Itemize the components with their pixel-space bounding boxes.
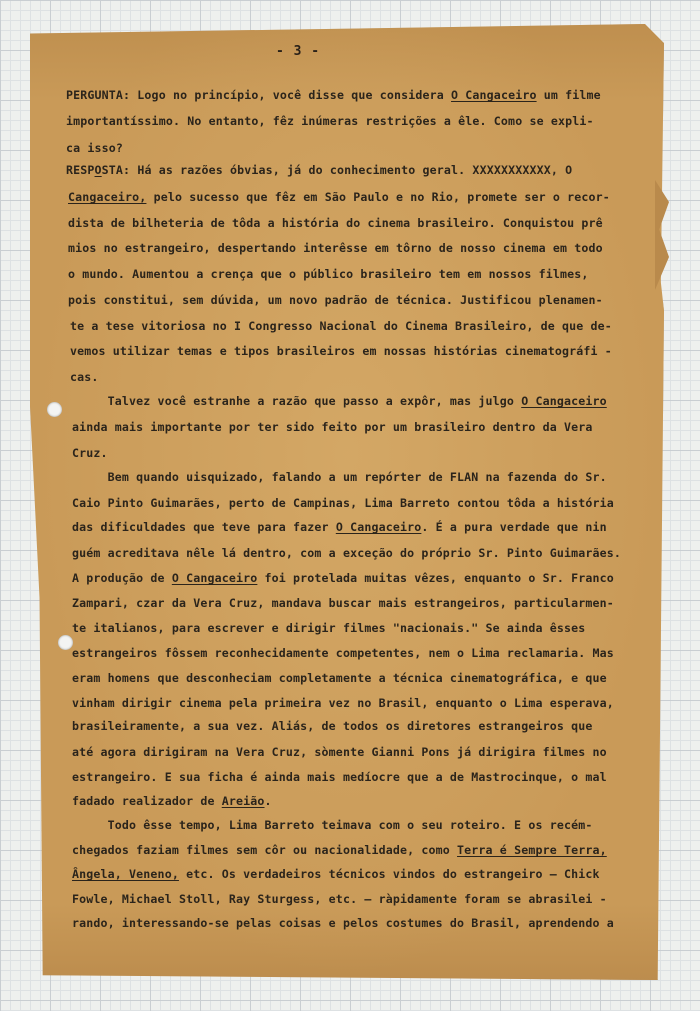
text-line: Cangaceiro, pelo sucesso que fêz em São Paulo e no Rio, promete ser o recor- bbox=[68, 190, 610, 204]
text-line: Talvez você estranhe a razão que passo a expôr, mas julgo O Cangaceiro bbox=[72, 394, 607, 408]
text-line: PERGUNTA: Logo no princípio, você disse que considera O Cangaceiro um filme bbox=[66, 88, 601, 102]
torn-edge bbox=[655, 180, 669, 290]
text-line: Zampari, czar da Vera Cruz, mandava buscar mais estrangeiros, particularmen- bbox=[72, 596, 614, 610]
text-line: cas. bbox=[70, 370, 99, 384]
underlined-title: O Cangaceiro bbox=[171, 571, 258, 585]
text-line: até agora dirigiram na Vera Cruz, sòmente Gianni Pons já dirigira filmes no bbox=[72, 745, 607, 759]
text-line: vinham dirigir cinema pela primeira vez no Brasil, enquanto o Lima esperava, bbox=[72, 696, 614, 710]
text-line: estrangeiros fôssem reconhecidamente competentes, nem o Lima reclamaria. Mas bbox=[72, 646, 614, 660]
text-line: fadado realizador de Areião. bbox=[72, 794, 272, 808]
text-line: A produção de O Cangaceiro foi protelada muitas vêzes, enquanto o Sr. Franco bbox=[72, 571, 614, 585]
text-line: o mundo. Aumentou a crença que o público brasileiro tem em nossos filmes, bbox=[68, 267, 589, 281]
underlined-title: O Cangaceiro bbox=[335, 520, 422, 534]
text-line: chegados faziam filmes sem côr ou nacionalidade, como Terra é Sempre Terra, bbox=[72, 843, 607, 857]
underlined-title: Areião bbox=[221, 794, 265, 808]
text-line: ainda mais importante por ter sido feito por um brasileiro dentro da Vera bbox=[72, 420, 593, 434]
text-line: estrangeiro. E sua ficha é ainda mais medíocre que a de Mastrocinque, o mal bbox=[72, 770, 607, 784]
text-line: importantíssimo. No entanto, fêz inúmeras restrições a êle. Como se expli- bbox=[66, 114, 594, 128]
punch-hole-top bbox=[47, 402, 62, 417]
text-line: RESPOSTA: Há as razões óbvias, já do conhecimento geral. XXXXXXXXXXX, O bbox=[66, 163, 573, 177]
text-line: dista de bilheteria de tôda a história do cinema brasileiro. Conquistou prê bbox=[68, 216, 603, 230]
underlined-title: Terra é Sempre Terra, bbox=[457, 843, 607, 857]
text-line: das dificuldades que teve para fazer O Cangaceiro. É a pura verdade que nin bbox=[72, 520, 607, 534]
text-line: Ângela, Veneno, etc. Os verdadeiros técnicos vindos do estrangeiro — Chick bbox=[72, 867, 600, 881]
punch-hole-bottom bbox=[58, 635, 73, 650]
text-line: Fowle, Michael Stoll, Ray Sturgess, etc. — ràpidamente foram se abrasilei - bbox=[72, 892, 607, 906]
underlined-title: O bbox=[94, 163, 102, 177]
text-line: eram homens que desconheciam completamente a técnica cinematográfica, e que bbox=[72, 671, 607, 685]
underlined-title: O Cangaceiro bbox=[451, 88, 537, 102]
text-line: ca isso? bbox=[66, 141, 124, 155]
text-line: te italianos, para escrever e dirigir filmes "nacionais." Se ainda êsses bbox=[72, 621, 586, 635]
underlined-title: Ângela, Veneno, bbox=[72, 867, 179, 881]
text-line: Caio Pinto Guimarães, perto de Campinas, Lima Barreto contou tôda a história bbox=[72, 496, 614, 510]
text-line: mios no estrangeiro, despertando interêsse em tôrno de nosso cinema em todo bbox=[68, 241, 603, 255]
text-line: brasileiramente, a sua vez. Aliás, de todos os diretores estrangeiros que bbox=[72, 719, 593, 733]
text-line: rando, interessando-se pelas coisas e pelos costumes do Brasil, aprendendo a bbox=[72, 916, 614, 930]
text-line: guém acreditava nêle lá dentro, com a exceção do próprio Sr. Pinto Guimarães. bbox=[72, 546, 622, 560]
page-number: - 3 - bbox=[276, 44, 321, 59]
text-line: vemos utilizar temas e tipos brasileiros em nossas histórias cinematográfi - bbox=[70, 344, 612, 358]
text-line: pois constitui, sem dúvida, um novo padrão de técnica. Justificou plenamen- bbox=[68, 293, 603, 307]
underlined-title: Cangaceiro, bbox=[68, 190, 147, 204]
underlined-title: O Cangaceiro bbox=[521, 394, 607, 408]
text-line: Todo êsse tempo, Lima Barreto teimava com o seu roteiro. E os recém- bbox=[72, 818, 593, 832]
text-line: te a tese vitoriosa no I Congresso Nacional do Cinema Brasileiro, de que de- bbox=[70, 319, 612, 333]
text-line: Cruz. bbox=[72, 446, 108, 460]
text-line: Bem quando uisquizado, falando a um repórter de FLAN na fazenda do Sr. bbox=[72, 470, 607, 484]
